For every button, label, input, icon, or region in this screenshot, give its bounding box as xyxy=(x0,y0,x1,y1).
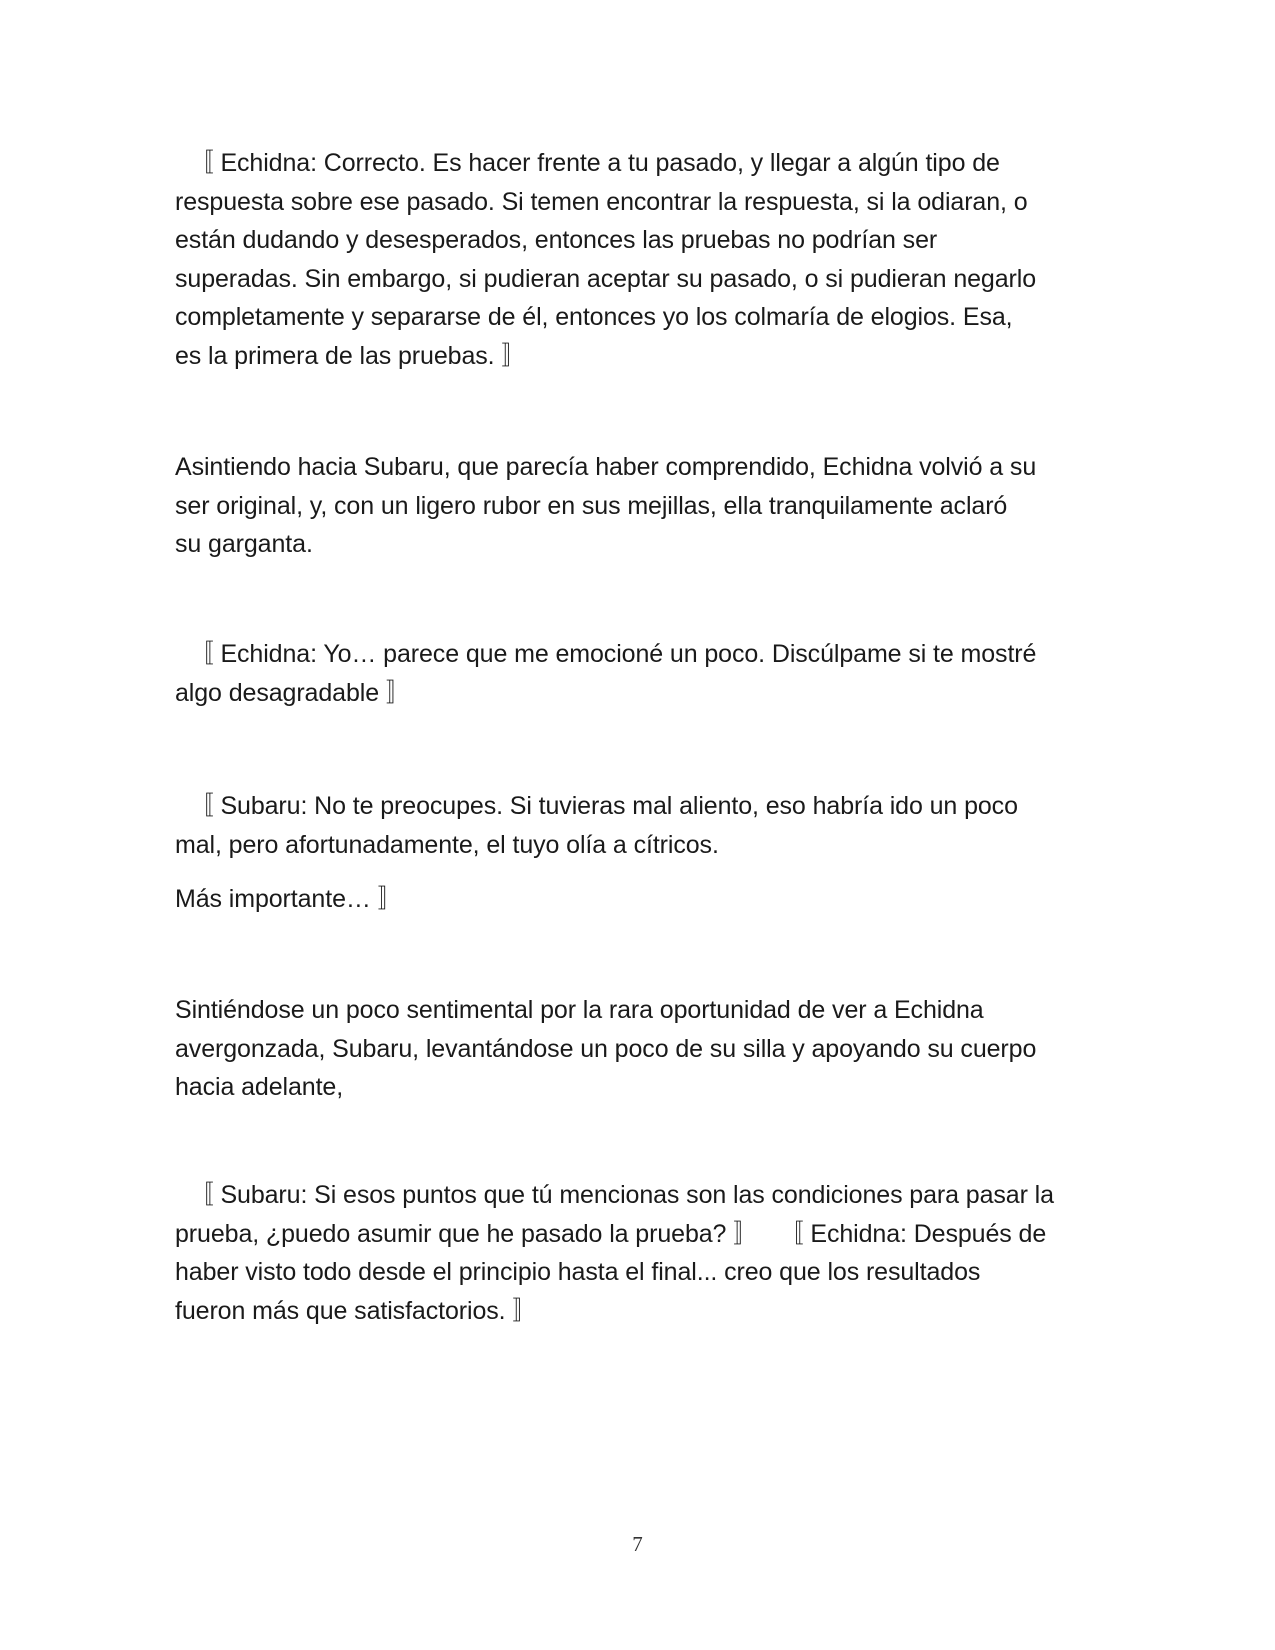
paragraph-mas-importante xyxy=(175,880,1105,919)
text-line: haber visto todo desde el principio hasta el final... creo que los resultados xyxy=(175,1258,981,1286)
paragraph-subaru-no-te-preocupes xyxy=(175,787,1105,864)
paragraph-echidna-yo xyxy=(175,635,1105,712)
paragraph-sintiendose xyxy=(175,991,1105,1107)
text-line: Más importante… 〛 xyxy=(175,885,403,913)
text-line: superadas. Sin embargo, si pudieran aceptar su pasado, o si pudieran negarlo xyxy=(175,264,1037,293)
text-line: completamente y separarse de él, entonces yo los colmaría de elogios. Esa, xyxy=(175,303,1013,331)
text-line: 〚 Echidna: Correcto. Es hacer frente a tu pasado, y llegar a algún tipo de xyxy=(175,149,1000,177)
text-line: hacia adelante, xyxy=(175,1073,344,1101)
text-line: 〚 Echidna: Yo… parece que me emocioné un poco. Discúlpame si te mostré xyxy=(175,640,1037,668)
text-line: prueba, ¿puedo asumir que he pasado la prueba? 〛 〚 Echidna: Después de xyxy=(175,1219,1047,1248)
text-line: Sintiéndose un poco sentimental por la rara oportunidad de ver a Echidna xyxy=(175,996,984,1024)
text-line: 〚 Subaru: Si esos puntos que tú mencionas son las condiciones para pasar la xyxy=(175,1181,1054,1209)
text-line: Asintiendo hacia Subaru, que parecía haber comprendido, Echidna volvió a su xyxy=(175,453,1037,481)
paragraph-echidna-correcto xyxy=(175,144,1105,375)
text-line: mal, pero afortunadamente, el tuyo olía a cítricos. xyxy=(175,830,719,859)
text-line: es la primera de las pruebas. 〛 xyxy=(175,341,527,370)
text-line: están dudando y desesperados, entonces las pruebas no podrían ser xyxy=(175,226,938,254)
text-line: su garganta. xyxy=(175,530,313,558)
paragraph-subaru-si-esos-puntos xyxy=(175,1176,1105,1330)
text-line: 〚 Subaru: No te preocupes. Si tuvieras mal aliento, eso habría ido un poco xyxy=(175,792,1018,820)
text-line: avergonzada, Subaru, levantándose un poco de su silla y apoyando su cuerpo xyxy=(175,1034,1037,1063)
text-line: algo desagradable 〛 xyxy=(175,678,411,707)
paragraph-asintiendo xyxy=(175,448,1105,564)
text-line: respuesta sobre ese pasado. Si temen encontrar la respuesta, si la odiaran, o xyxy=(175,187,1028,216)
text-line: fueron más que satisfactorios. 〛 xyxy=(175,1296,538,1325)
page-number: 7 xyxy=(632,1532,643,1556)
text-line: ser original, y, con un ligero rubor en sus mejillas, ella tranquilamente aclaró xyxy=(175,491,1008,520)
